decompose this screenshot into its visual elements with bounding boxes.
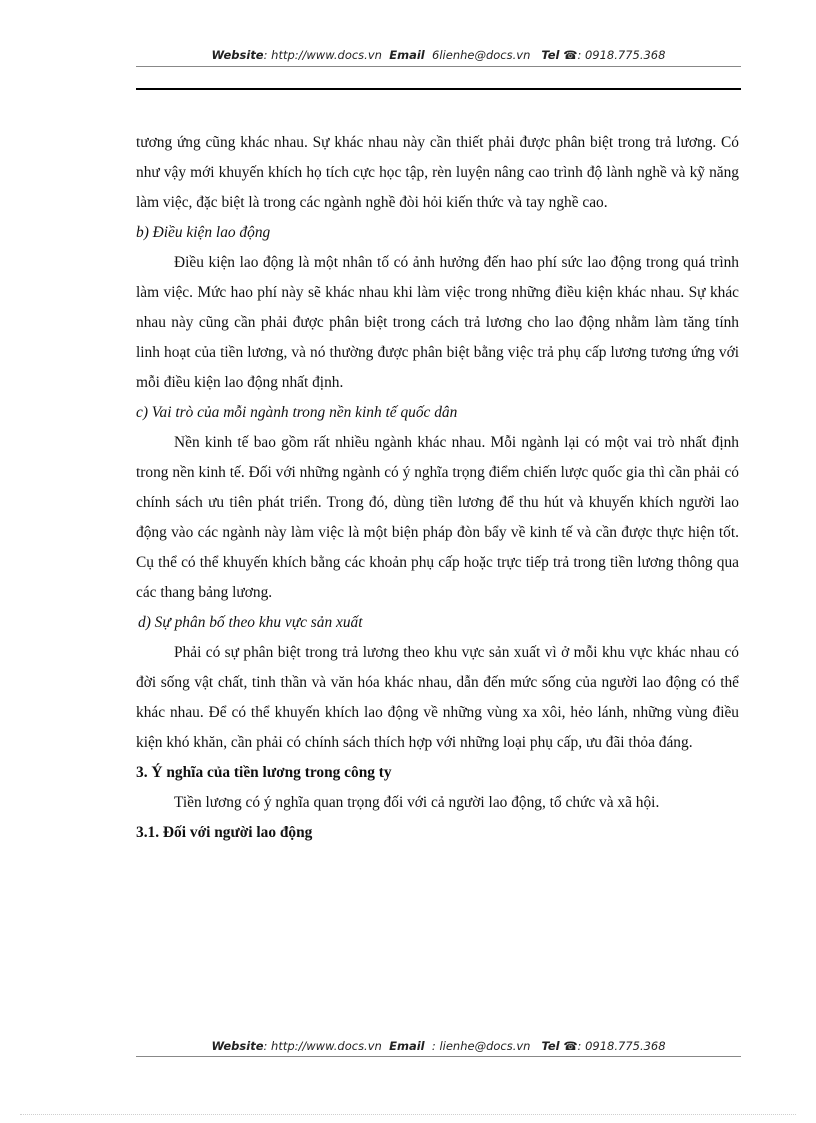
header-tel-label: Tel bbox=[541, 48, 560, 62]
footer-tel-number: : 0918.775.368 bbox=[577, 1039, 666, 1053]
header-website-url[interactable]: : http://www.docs.vn bbox=[263, 48, 382, 62]
subheading-d: d) Sự phân bố theo khu vực sản xuất bbox=[138, 614, 363, 631]
subheading-c: c) Vai trò của mỗi ngành trong nền kinh tế quốc dân bbox=[136, 404, 458, 421]
subheading-b: b) Điều kiện lao động bbox=[136, 224, 271, 241]
footer-website-label: Website bbox=[211, 1039, 264, 1053]
header-email-address[interactable]: 6lienhe@docs.vn bbox=[432, 48, 531, 62]
footer-email-label: Email bbox=[389, 1039, 425, 1053]
footer-divider bbox=[136, 1056, 741, 1057]
header-email-label: Email bbox=[389, 48, 425, 62]
telephone-icon: ☎ bbox=[563, 1039, 578, 1053]
paragraph: Tiền lương có ý nghĩa quan trọng đối với cả người lao động, tổ chức và xã hội. bbox=[174, 794, 660, 811]
header-thick-divider bbox=[136, 88, 741, 90]
paragraph: Phải có sự phân biệt trong trả lương theo khu vực sản xuất vì ở mỗi khu vực khác nhau có đời sống vật chất, tinh thần và văn hóa khác nhau, dẫn đến mức sống của người lao động có thể khác nhau. Để có thể khuyến khích lao động về những vùng xa xôi, hẻo lánh, những vùng điều kiện khó khăn, cần phải có chính sách thích hợp với những loại phụ cấp, ưu đãi thỏa đáng. bbox=[136, 644, 739, 751]
paragraph: Điều kiện lao động là một nhân tố có ảnh hưởng đến hao phí sức lao động trong quá trình làm việc. Mức hao phí này sẽ khác nhau khi làm việc trong những điều kiện khác nhau. Sự khác nhau này cũng cần phải được phân biệt trong cách trả lương cho lao động nhằm làm tăng tính linh hoạt của tiền lương, và nó thường được phân biệt bằng việc trả phụ cấp lương tương ứng với mỗi điều kiện lao động nhất định. bbox=[136, 254, 739, 391]
section-heading-3-1: 3.1. Đối với người lao động bbox=[136, 824, 313, 841]
telephone-icon: ☎ bbox=[563, 48, 578, 62]
document-body bbox=[136, 128, 739, 848]
paragraph: Nền kinh tế bao gồm rất nhiều ngành khác nhau. Mỗi ngành lại có một vai trò nhất định trong nền kinh tế. Đối với những ngành có ý nghĩa trọng điểm chiến lược quốc gia thì cần phải có chính sách ưu tiên phát triển. Trong đó, dùng tiền lương để thu hút và khuyến khích người lao động vào các ngành này làm việc là một biện pháp đòn bẩy về kinh tế và cần được thực hiện tốt. Cụ thể có thể khuyến khích bằng các khoản phụ cấp hoặc trực tiếp trả trong tiền lương thông qua các thang bảng lương. bbox=[136, 434, 739, 601]
page-footer bbox=[136, 1039, 741, 1053]
header-tel-number: : 0918.775.368 bbox=[577, 48, 666, 62]
page-header bbox=[136, 48, 741, 62]
header-divider bbox=[136, 66, 741, 67]
page-bottom-dotted-line bbox=[20, 1114, 796, 1115]
footer-website-url[interactable]: : http://www.docs.vn bbox=[263, 1039, 382, 1053]
paragraph: tương ứng cũng khác nhau. Sự khác nhau này cần thiết phải được phân biệt trong trả lương. Có như vậy mới khuyến khích họ tích cực học tập, rèn luyện nâng cao trình độ lành nghề và kỹ năng làm việc, đặc biệt là trong các ngành nghề đòi hỏi kiến thức và tay nghề cao. bbox=[136, 134, 739, 211]
footer-email-address[interactable]: : lienhe@docs.vn bbox=[431, 1039, 531, 1053]
footer-tel-label: Tel bbox=[541, 1039, 560, 1053]
section-heading-3: 3. Ý nghĩa của tiền lương trong công ty bbox=[136, 764, 392, 781]
header-website-label: Website bbox=[211, 48, 264, 62]
